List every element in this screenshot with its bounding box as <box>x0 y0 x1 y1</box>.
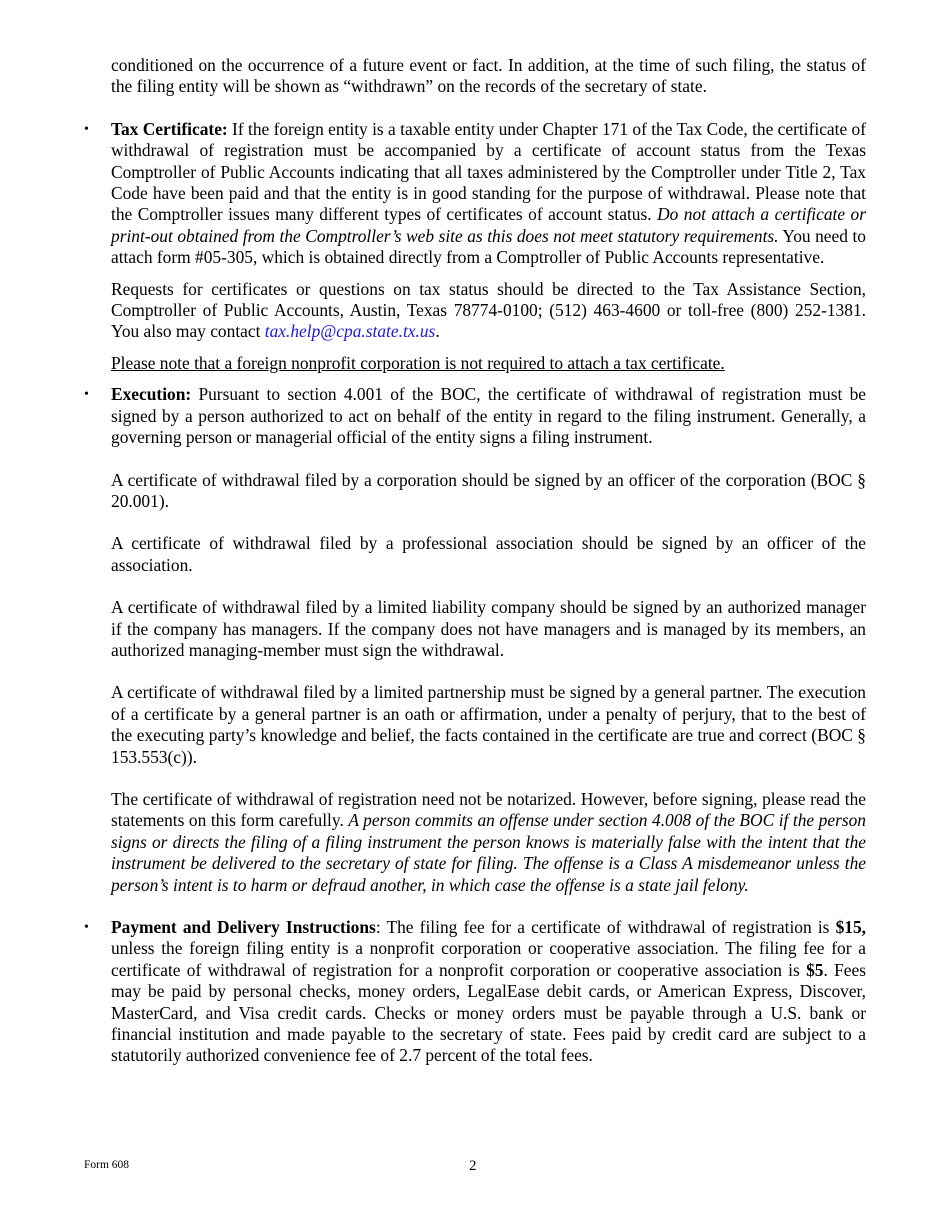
tax-certificate-paragraph <box>111 119 866 269</box>
tax-help-email-link[interactable]: tax.help@cpa.state.tx.us <box>264 321 436 342</box>
footer-page-number: 2 <box>469 1158 477 1174</box>
bullet-icon: • <box>84 121 89 137</box>
tax-certificate-warning: Do not attach a certificate or print-out obtained from the Comptroller’s web site as this does not meet statutory requirements. <box>111 204 866 246</box>
payment-body-3: . Fees may be paid by personal checks, money orders, LegalEase debit cards, or American Express, Discover, MasterCard, and Visa credit cards. Checks or money orders must be payable through a U.S. bank or financial institution and made payable to the secretary of state. Fees paid by credit card are subject to a statutorily authorized convenience fee of 2.7 percent of the total fees. <box>111 959 867 1066</box>
llc-paragraph: A certificate of withdrawal filed by a limited liability company should be signed by an authorized manager if the company has managers. If the company does not have managers and is managed by its members, an authorized managing-member must sign the withdrawal. <box>111 597 866 660</box>
payment-section <box>84 917 867 1067</box>
payment-heading: Payment and Delivery Instructions <box>111 917 376 937</box>
fee-standard: $15, <box>835 917 866 937</box>
payment-paragraph <box>111 917 866 1067</box>
tax-requests-end: . <box>435 321 440 342</box>
payment-body-2: unless the foreign filing entity is a nonprofit corporation or cooperative association. The filing fee for a certificate of withdrawal of registration for a nonprofit corporation or cooperative association is <box>111 938 866 980</box>
page-content <box>84 55 867 1067</box>
tax-requests-paragraph <box>111 279 866 343</box>
fee-nonprofit: $5 <box>806 959 824 980</box>
execution-paragraph <box>111 384 866 448</box>
offense-warning: A person commits an offense under section 4.008 of the BOC if the person signs or directs the filing of a filing instrument the person knows is materially false with the intent that the instrument be delivered to the secretary of state for filing. The offense is a Class A misdemeanor unless the person’s intent is to harm or defraud another, in which case the offense is a state jail felony. <box>111 810 867 895</box>
bullet-icon: • <box>84 920 89 935</box>
notarization-text: The certificate of withdrawal of registration need not be notarized. However, before signing, please read the statements on this form carefully. <box>111 788 866 831</box>
limited-partnership-paragraph: A certificate of withdrawal filed by a limited partnership must be signed by a general partner. The execution of a certificate by a general partner is an oath or affirmation, under a penalty of perjury, that to the best of the executing party’s knowledge and belief, the facts contained in the certificate are true and correct (BOC § 153.553(c)). <box>111 682 866 767</box>
footer-form-number: Form 608 <box>84 1159 130 1171</box>
tax-requests-text: Requests for certificates or questions on tax status should be directed to the Tax Assistance Section, Comptroller of Public Accounts, Austin, Texas 78774-0100; (512) 463-4600 or toll-free (800) 252-1381. You also may contact <box>111 278 866 342</box>
tax-certificate-section <box>84 118 867 374</box>
tax-certificate-body-end: You need to attach form #05-305, which is obtained directly from a Comptroller of Public Accounts representative. <box>111 225 866 268</box>
corporation-paragraph: A certificate of withdrawal filed by a corporation should be signed by an officer of the corporation (BOC § 20.001). <box>111 469 866 511</box>
notarization-paragraph <box>111 789 866 896</box>
professional-association-paragraph: A certificate of withdrawal filed by a professional association should be signed by an officer of the association. <box>111 533 866 575</box>
tax-certificate-heading: Tax Certificate: <box>111 118 228 139</box>
bullet-icon: • <box>84 387 89 403</box>
execution-body: Pursuant to section 4.001 of the BOC, the certificate of withdrawal of registration must be signed by a person authorized to act on behalf of the entity in regard to the filing instrument. Generally, a governing person or managerial official of the entity signs a filing instrument. <box>111 384 866 448</box>
execution-heading: Execution: <box>111 384 192 405</box>
intro-paragraph: conditioned on the occurrence of a future event or fact. In addition, at the time of such filing, the status of the filing entity will be shown as “withdrawn” on the records of the secretary of state. <box>111 55 866 97</box>
nonprofit-note: Please note that a foreign nonprofit corporation is not required to attach a tax certificate. <box>111 352 725 373</box>
tax-certificate-body: If the foreign entity is a taxable entity under Chapter 171 of the Tax Code, the certificate of withdrawal of registration must be accompanied by a certificate of account status from the Texas Comptroller of Public Accounts indicating that all taxes administered by the Comptroller under Title 2, Tax Code have been paid and that the entity is in good standing for the purpose of withdrawal. Please note that the Comptroller issues many different types of certificates of account status. <box>111 118 867 225</box>
payment-body: : The filing fee for a certificate of withdrawal of registration is <box>375 917 836 937</box>
execution-section <box>84 384 867 896</box>
